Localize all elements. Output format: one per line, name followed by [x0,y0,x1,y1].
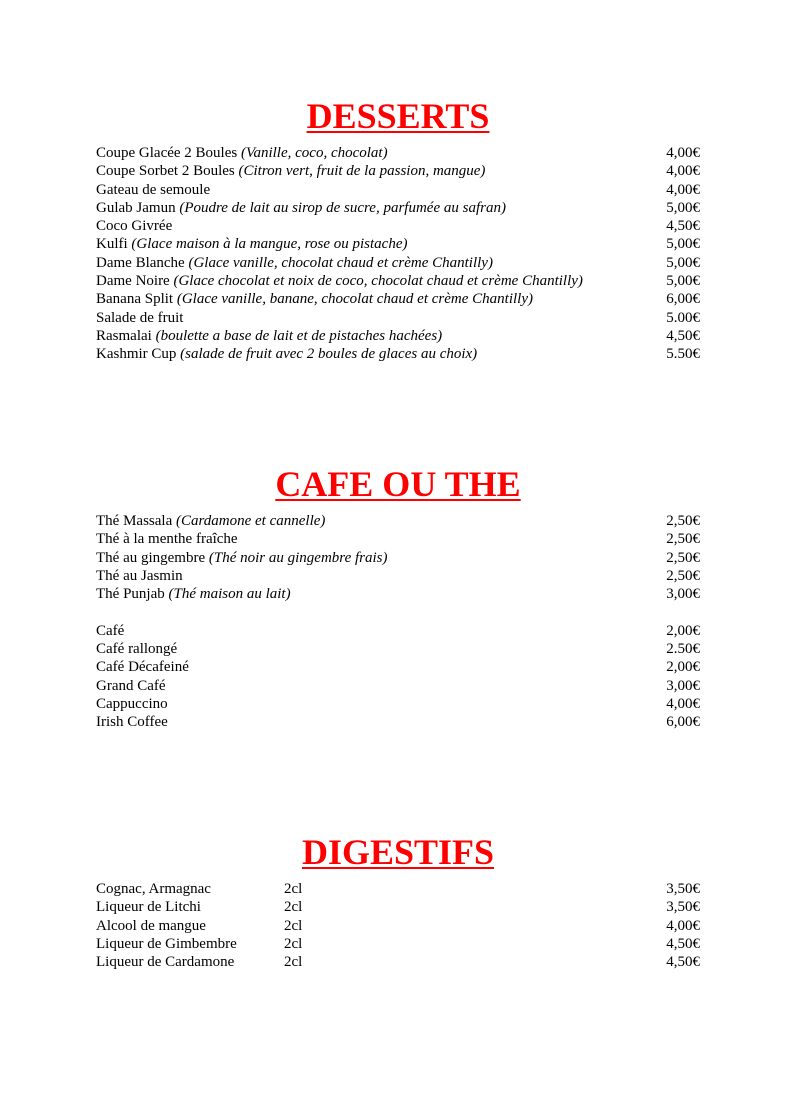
item-price: 2,50€ [666,531,700,548]
item-description: (salade de fruit avec 2 boules de glaces au choix) [180,346,478,363]
item-price: 5,00€ [666,236,700,253]
item-price: 4,00€ [666,695,700,712]
item-description: (Thé noir au gingembre frais) [208,549,388,566]
item-quantity: 2cl [284,899,303,916]
item-price: 2,50€ [666,549,700,566]
menu-item [96,567,700,585]
item-price: 5,00€ [666,199,700,216]
item-quantity: 2cl [284,954,303,971]
item-name: Coupe Sorbet 2 Boules [96,163,235,180]
item-price: 4,00€ [666,145,700,161]
item-description: (Citron vert, fruit de la passion, mangue) [238,163,486,180]
menu-item [96,917,700,935]
menu-item [96,713,700,731]
item-price: 4,50€ [666,327,700,344]
menu-item [96,898,700,916]
menu-item [96,512,700,530]
cafe-section [96,464,700,732]
item-price: 4,00€ [666,917,700,934]
desserts-section [96,96,700,364]
menu-item [96,695,700,713]
item-description: (boulette a base de lait et de pistaches hachées) [155,327,443,344]
menu-item [96,217,700,235]
item-price: 3,00€ [666,677,700,694]
item-price: 5.00€ [666,309,700,326]
menu-item [96,309,700,327]
item-name: Café rallongé [96,641,178,658]
item-quantity: 2cl [284,881,303,897]
item-price: 4,50€ [666,954,700,971]
menu-item [96,640,700,658]
item-description: (Glace vanille, banane, chocolat chaud et crème Chantilly) [176,291,533,308]
item-name: Thé Massala [96,513,173,529]
item-description: (Cardamone et cannelle) [175,513,326,529]
menu-item [96,530,700,548]
item-name: Café Décafeiné [96,659,189,676]
item-name: Thé au Jasmin [96,567,183,584]
item-price: 2,00€ [666,659,700,676]
teas-list [96,512,700,603]
item-name: Cappuccino [96,695,168,712]
menu-item [96,144,700,162]
item-name: Grand Café [96,677,166,694]
item-price: 3,50€ [666,881,700,897]
item-name: Thé à la menthe fraîche [96,531,238,548]
item-price: 2.50€ [666,641,700,658]
menu-item [96,162,700,180]
item-description: (Glace vanille, chocolat chaud et crème Chantilly) [188,254,493,271]
desserts-list [96,144,700,364]
item-price: 6,00€ [666,714,700,731]
coffees-list [96,622,700,732]
menu-item [96,181,700,199]
item-price: 5.50€ [666,346,700,363]
item-name: Liqueur de Litchi [96,899,201,916]
item-description: (Vanille, coco, chocolat) [240,145,388,161]
item-description: (Glace maison à la mangue, rose ou pistache) [131,236,408,253]
item-description: (Glace chocolat et noix de coco, chocolat chaud et crème Chantilly) [173,273,583,290]
menu-item [96,935,700,953]
menu-item [96,549,700,567]
item-name: Kashmir Cup [96,346,177,363]
item-name: Salade de fruit [96,309,184,326]
item-price: 5,00€ [666,254,700,271]
item-quantity: 2cl [284,917,303,934]
item-price: 4,00€ [666,181,700,198]
item-price: 3,00€ [666,586,700,603]
item-name: Dame Noire [96,273,170,290]
item-price: 2,50€ [666,567,700,584]
item-price: 6,00€ [666,291,700,308]
item-name: Coco Givrée [96,218,173,235]
menu-item [96,622,700,640]
item-name: Kulfi [96,236,128,253]
menu-item [96,677,700,695]
item-name: Coupe Glacée 2 Boules [96,145,238,161]
menu-item [96,254,700,272]
menu-item [96,327,700,345]
item-price: 5,00€ [666,273,700,290]
item-price: 4,50€ [666,935,700,952]
item-name: Thé au gingembre [96,549,206,566]
spacer [96,603,700,621]
item-name: Dame Blanche [96,254,185,271]
item-price: 4,00€ [666,163,700,180]
item-name: Thé Punjab [96,586,165,603]
desserts-title: DESSERTS [306,96,490,136]
menu-item [96,345,700,363]
item-name: Liqueur de Gimbembre [96,935,237,952]
item-price: 2,00€ [666,622,700,639]
menu-item [96,880,700,898]
menu-item [96,290,700,308]
menu-item [96,953,700,971]
menu-item [96,199,700,217]
digestifs-section [96,832,700,971]
item-name: Gulab Jamun [96,199,176,216]
item-name: Banana Split [96,291,174,308]
item-name: Rasmalai [96,327,152,344]
menu-item [96,658,700,676]
digestifs-title: DIGESTIFS [301,832,495,872]
item-name: Cognac, Armagnac [96,881,211,897]
item-name: Café [96,622,125,639]
item-name: Gateau de semoule [96,181,211,198]
item-price: 2,50€ [666,513,700,529]
menu-item [96,235,700,253]
item-description: (Poudre de lait au sirop de sucre, parfumée au safran) [179,199,506,216]
item-quantity: 2cl [284,935,303,952]
item-name: Irish Coffee [96,714,168,731]
menu-item [96,585,700,603]
item-name: Liqueur de Cardamone [96,954,235,971]
item-price: 4,50€ [666,218,700,235]
item-price: 3,50€ [666,899,700,916]
menu-item [96,272,700,290]
cafe-title: CAFE OU THE [275,464,521,504]
digestifs-list [96,880,700,971]
item-name: Alcool de mangue [96,917,206,934]
item-description: (Thé maison au lait) [168,586,291,603]
